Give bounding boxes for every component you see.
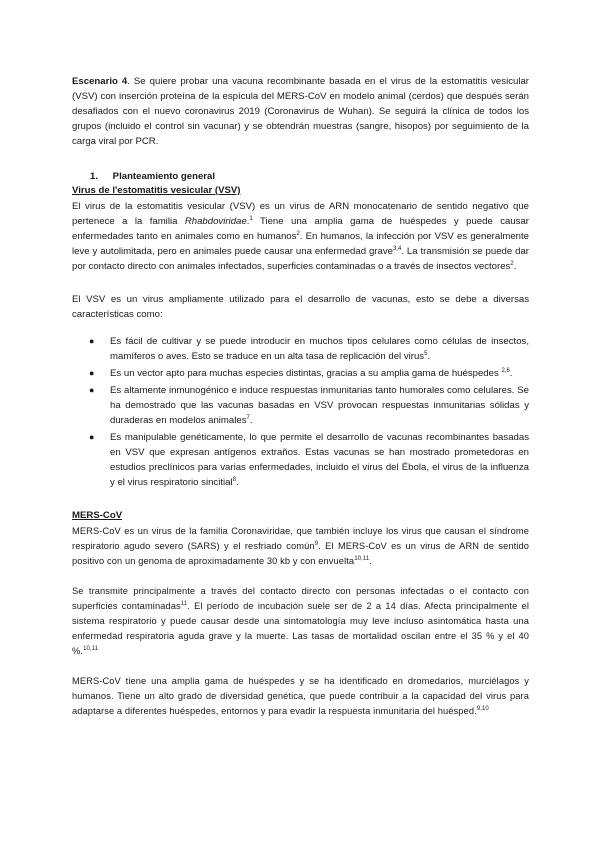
characteristics-list	[72, 334, 529, 490]
section-number: 1.	[90, 171, 99, 182]
list-item: ● Es fácil de cultivar y se puede introducir en muchos tipos celulares como células de insectos, mamíferos o aves. Esto se traduce en un alta tasa de replicación del virus$^5$.	[89, 336, 529, 362]
list-item: ● Es manipulable genéticamente, lo que permite el desarrollo de vacunas recombinantes basadas en VSV que expresan antígenos extraños. Estas vacunas se han mostrado prometedoras en estudios preclínicos para varias enfermedades, incluido el virus del Ébola, el virus de la influenza y el virus respiratorio sincitial$^8$.	[89, 432, 529, 488]
family-name: Rhabdoviridae	[184, 216, 247, 227]
bullet-icon: ●	[89, 432, 95, 442]
vsv-subtitle: Virus de l'estomatitis vesicular (VSV)	[72, 185, 241, 196]
mers-title: MERS-CoV	[72, 510, 123, 521]
bullet-icon: ●	[89, 336, 95, 346]
bullet-icon: ●	[89, 368, 95, 378]
mers-paragraph-2: Se transmite principalmente a través del contacto directo con personas infectadas o el contacto con superficies contaminadas$^{11}$. El período de incubación suele ser de 2 a 14 días. Afecta principalmente el sistema respiratorio y puede causar desde una sintomatología muy leve incluso asintomática hasta una enfermedad respiratoria aguda grave y la muerte. Las tasas de mortalidad oscilan entre el 35 % y el 40 %.$^{10,11}$	[72, 586, 529, 656]
mers-paragraph-3: MERS-CoV tiene una amplia gama de huéspedes y se ha identificado en dromedarios, murciélagos y humanos. Tiene un alto grado de diversidad genética, que puede contribuir a la capacidad del virus para adaptarse a diferentes huéspedes, entornos y para evadir la respuesta inmunitaria del huésped.$^{9,10}$	[72, 676, 529, 716]
mers-paragraph-1: MERS-CoV es un virus de la familia Coronaviridae, que también incluye los virus que causan el síndrome respiratorio agudo severo (SARS) y el resfriado común$^9$. El MERS-CoV es un virus de ARN de sentido positivo con un genoma de aproximadamente 30 kb y con envuelta$^{10,11}$.	[72, 526, 529, 566]
list-item: ● Es un vector apto para muchas especies distintas, gracias a su amplia gama de huéspedes $^{2,6}$.	[89, 367, 513, 379]
vsv-intro-paragraph: El virus de la estomatitis vesicular (VSV) es un virus de ARN monocatenario de sentido negativo que pertenece a la familia Rhabdoviridae.$^1$ Tiene una amplia gama de huéspedes y puede causar enfermedades tanto en animales como en humanos$^2$. En humanos, la infección por VSV es generalmente leve y autolimitada, pero en animales puede causar una enfermedad grave$^{3,4}$. La transmisión se puede dar por contacto directo con animales infectados, superficies contaminadas o a través de insectos vectores$^2$.	[72, 201, 530, 272]
section-heading	[72, 170, 529, 184]
scenario-paragraph	[72, 74, 529, 149]
document-page	[72, 74, 529, 734]
bullet-icon: ●	[89, 385, 95, 395]
vsv-characteristics-intro: El VSV es un virus ampliamente utilizado para el desarrollo de vacunas, esto se debe a diversas características como:	[72, 294, 529, 320]
scenario-text: . Se quiere probar una vacuna recombinante basada en el virus de la estomatitis vesicular (VSV) con inserción proteína de la espícula del MERS-CoV en modelo animal (cerdos) que después serán desafiados con el nuevo coronavirus 2019 (Coronavirus de Wuhan). Se seguirá la clínica de todos los grupos (incluido el control sin vacunar) y se obtendrán muestras (sangre, hisopos) por seguimiento de la carga viral por PCR.	[72, 76, 529, 147]
section-title: Planteamiento general	[112, 171, 216, 182]
scenario-label: Escenario 4	[72, 76, 128, 87]
mers-section	[72, 524, 529, 719]
list-item: ● Es altamente inmunogénico e induce respuestas inmunitarias tanto humorales como celulares. Se ha demostrado que las vacunas basadas en VSV provocan respuestas inmunitarias sólidas y duraderas en modelos animales$^7$.	[89, 385, 529, 426]
